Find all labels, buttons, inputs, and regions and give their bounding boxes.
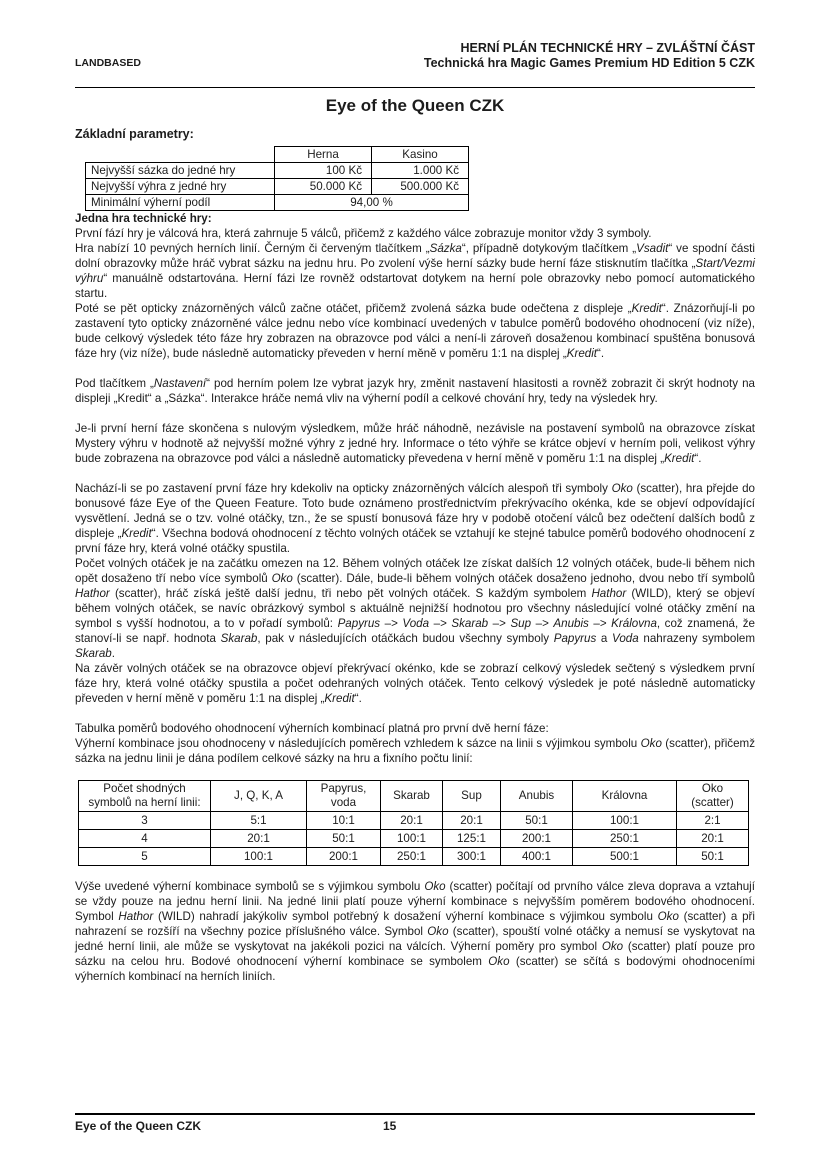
- text-run: , pak v následujících otáčkách budou všechny symboly: [257, 632, 554, 645]
- table-cell: 500:1: [573, 848, 677, 866]
- table-cell: 200:1: [307, 848, 381, 866]
- table-cell: 20:1: [211, 830, 307, 848]
- text-run: Na závěr volných otáček se na obrazovce objeví překrývací okénko, kde se zobrazí celkový výsledek sečtený s výsledkem první fáze hry, která volné otáčky spustila a počet odehraných volných otáček. Tento celkový výsledek je poté následně automaticky převeden v herní měně v poměru 1:1 na displej „: [75, 662, 755, 705]
- italic-term: Oko: [427, 925, 449, 938]
- payout-col-header: Papyrus, voda: [307, 781, 381, 812]
- text-run: První fází hry je válcová hra, která zahrnuje 5 válců, přičemž z každého válce zobrazuje monitor vždy 3 symboly.: [75, 227, 652, 240]
- italic-term: Hathor: [591, 587, 627, 600]
- param-label: Nejvyšší sázka do jedné hry: [86, 163, 275, 179]
- text-run: –>: [380, 617, 403, 630]
- italic-term: Kredit: [631, 302, 662, 315]
- payout-col-header: Oko (scatter): [677, 781, 749, 812]
- header-divider: [75, 87, 755, 88]
- text-run: –>: [588, 617, 612, 630]
- text-run: (scatter) platí pouze pro sázku na celou hru. Bodové ohodnocení výherní kombinace se symbolem: [75, 940, 755, 968]
- text-run: “.: [354, 692, 362, 705]
- table-row: [79, 812, 749, 830]
- table-cell: 100:1: [573, 812, 677, 830]
- payout-col-header: J, Q, K, A: [211, 781, 307, 812]
- header-title-line2: Technická hra Magic Games Premium HD Edition 5 CZK: [423, 56, 755, 70]
- text-run: Pod tlačítkem „: [75, 377, 154, 390]
- paragraph: [75, 241, 755, 301]
- text-run: (scatter), spouští volné otáčky a nemusí se vyskytovat na jedné herní linii, ale může se vyskytovat na jakékoli pozici na válcích. Výherní poměry pro symbol: [75, 925, 755, 953]
- payout-col-header: Anubis: [501, 781, 573, 812]
- paragraph-gap: [75, 406, 755, 421]
- text-run: “ pod herním polem lze vybrat jazyk hry, změnit nastavení hlasitosti a rovněž zobrazit či skrýt hodnoty na displeji „Kredit“ a „Sázka“. Interakce hráče nemá vliv na výherní podíl a celkové chování hry, tedy na výsledek hry.: [75, 377, 755, 405]
- text-run: “, případně dotykovým tlačítkem „: [461, 242, 637, 255]
- text-run: (scatter) se sčítá s bodovými ohodnoceními výherních kombinací na herních liniích.: [75, 955, 756, 983]
- paragraph: [75, 879, 755, 984]
- text-run: –>: [429, 617, 452, 630]
- text-run: (scatter), hráč získá ještě další jednu, tři nebo pět volných otáček. S každým symbolem: [109, 587, 592, 600]
- paragraph: [75, 556, 755, 661]
- table-row: [79, 848, 749, 866]
- italic-term: Sázka: [429, 242, 462, 255]
- italic-term: Kredit: [664, 452, 695, 465]
- text-run: Výherní kombinace jsou ohodnoceny v následujících poměrech vzhledem k sázce na linii s výjimkou symbolu: [75, 737, 641, 750]
- text-run: , což znamená, že stanoví-li se např. hodnota: [75, 617, 755, 645]
- paragraph: [75, 421, 755, 466]
- italic-term: Start/Vezmi výhru: [75, 257, 755, 285]
- italic-term: Voda: [612, 632, 639, 645]
- table-cell: 10:1: [307, 812, 381, 830]
- table-cell: 100:1: [211, 848, 307, 866]
- payout-table-body: [79, 812, 749, 866]
- text-run: Poté se pět opticky znázorněných válců začne otáčet, přičemž zvolená sázka bude odečtena z displeje „: [75, 302, 632, 315]
- footer-doc-title: Eye of the Queen CZK: [75, 1119, 202, 1133]
- italic-term: Hathor: [118, 910, 154, 923]
- italic-term: Kredit: [324, 692, 355, 705]
- text-run: Jedna hra technické hry:: [75, 212, 212, 225]
- text-run: (scatter) počítají od prvního válce zleva doprava a vztahují se vždy pouze na jednu herní linii. Na jedné linii platí pouze výherní kombinace s nejvyšším poměrem bodového ohodnocení. Symbol: [75, 880, 755, 923]
- table-cell: 5:1: [211, 812, 307, 830]
- header-left-label: LANDBASED: [75, 57, 141, 69]
- text-run: “ ve spodní části dolní obrazovky může hráč vybrat sázku na jednu hru. Po zvolení výše herní sázky bude herní fáze stisknutím tlačítka „: [75, 242, 755, 270]
- page-title: Eye of the Queen CZK: [325, 96, 505, 115]
- basic-parameters-heading: Základní parametry:: [75, 127, 194, 141]
- italic-term: Kredit: [566, 347, 598, 360]
- param-value-kasino: 500.000 Kč: [372, 179, 469, 195]
- text-run: “.: [694, 452, 702, 465]
- table-row: [86, 179, 469, 195]
- text-run: “ manuálně odstartována. Herní fázi lze rovněž odstartovat dotykem na herní pole obrazovky nebo pomocí automatického startu.: [75, 272, 755, 300]
- italic-term: Papyrus: [553, 632, 597, 645]
- text-run: Počet volných otáček je na začátku omezen na 12. Během volných otáček lze získat dalších 12 volných otáček, bude-li během nich opět dosaženo tří nebo více symbolů: [75, 557, 755, 585]
- text-run: Nachází-li se po zastavení první fáze hry kdekoliv na opticky znázorněných válcích alespoň tři symboly: [75, 482, 612, 495]
- footer-page-number: 15: [383, 1119, 397, 1133]
- italic-term: Oko: [657, 910, 679, 923]
- table-row: [79, 830, 749, 848]
- body-text-blocks-after-table: [75, 879, 755, 984]
- italic-term: Hathor: [75, 587, 110, 600]
- table-row: [86, 147, 469, 163]
- empty-corner-cell: [86, 147, 275, 163]
- header-right-block: [424, 41, 755, 71]
- text-run: (scatter), hra přejde do bonusové fáze Eye of the Queen Feature. Toto bude oznámeno prostřednictvím překrývacího okénka, kde se objeví odpovídající vysvětlení. Jedná se o tzv. volné otáčky, tzn., že se spustí bonusová fáze hry v podobě otočení válců bez odečtení dalších bodů z displeje „: [75, 482, 755, 540]
- section-heading: [75, 211, 755, 226]
- params-col-header-kasino: Kasino: [372, 147, 469, 163]
- table-cell: 400:1: [501, 848, 573, 866]
- table-cell: 2:1: [677, 812, 749, 830]
- header-title-line1: HERNÍ PLÁN TECHNICKÉ HRY – ZVLÁŠTNÍ ČÁST: [460, 41, 755, 55]
- text-run: Je-li první herní fáze skončena s nulovým výsledkem, může hráč náhodně, nezávisle na postavení symbolů na obrazovce získat Mystery výhru v hodnotě až nejvyšší možné výhry z jedné hry. Informace o této výhře se krátce objeví v herním poli, velikost výhry bude zobrazena na obrazovce pod válci a následně automaticky převedena v herní měně v poměru 1:1 na displej „: [75, 422, 755, 465]
- italic-term: Oko: [271, 572, 293, 585]
- paragraph-gap: [75, 706, 755, 721]
- italic-term: Oko: [488, 955, 510, 968]
- table-cell: 50:1: [677, 848, 749, 866]
- text-run: (scatter). Dále, bude-li během volných otáček dosaženo jednoho, dvou nebo tří symbolů: [292, 572, 755, 585]
- text-run: “.: [597, 347, 605, 360]
- paragraph: [75, 721, 755, 736]
- page-header: [75, 41, 755, 71]
- paragraph-gap: [75, 466, 755, 481]
- table-cell: 50:1: [307, 830, 381, 848]
- text-run: “. Všechna bodová ohodnocení z těchto volných otáček se vztahují ke stejné tabulce poměrů bodového ohodnocení z první fáze hry, která volné otáčky spustila.: [75, 527, 755, 555]
- table-cell: 4: [79, 830, 211, 848]
- text-run: (WILD) nahradí jakýkoliv symbol potřebný k dosažení výherní kombinace s výjimkou symbolu: [153, 910, 658, 923]
- text-run: a: [596, 632, 613, 645]
- paragraph: [75, 301, 755, 361]
- text-run: nahrazeny symbolem: [638, 632, 755, 645]
- italic-term: Kredit: [121, 527, 152, 540]
- param-label: Minimální výherní podíl: [86, 195, 275, 211]
- table-cell: 300:1: [443, 848, 501, 866]
- table-cell: 20:1: [381, 812, 443, 830]
- table-cell: 5: [79, 848, 211, 866]
- paragraph: [75, 736, 755, 766]
- document-body: [75, 211, 755, 984]
- paragraph: [75, 661, 755, 706]
- italic-term: Oko: [611, 482, 633, 495]
- payout-ratio-table: [78, 780, 749, 866]
- param-label: Nejvyšší výhra z jedné hry: [86, 179, 275, 195]
- paragraph: [75, 376, 755, 406]
- payout-col-header: Skarab: [381, 781, 443, 812]
- basic-parameters-table: [85, 146, 469, 211]
- paragraph: [75, 226, 755, 241]
- table-cell: 20:1: [677, 830, 749, 848]
- italic-term: Oko: [640, 737, 662, 750]
- table-cell: 3: [79, 812, 211, 830]
- italic-term: Královna: [611, 617, 657, 630]
- text-run: –>: [531, 617, 554, 630]
- payout-col-header: Sup: [443, 781, 501, 812]
- italic-term: Vsadit: [636, 242, 669, 255]
- body-text-blocks: [75, 211, 755, 766]
- italic-term: Sup: [510, 617, 532, 630]
- param-value-herna: 50.000 Kč: [275, 179, 372, 195]
- payout-col-header: Počet shodných symbolů na herní linii:: [79, 781, 211, 812]
- italic-term: Oko: [601, 940, 624, 953]
- italic-term: Skarab: [451, 617, 489, 630]
- text-run: .: [111, 647, 115, 660]
- text-run: Výše uvedené výherní kombinace symbolů se s výjimkou symbolu: [75, 880, 425, 893]
- text-run: “. Znázorňují-li po zastavení tyto opticky znázorněné válce jednu nebo více kombinací uvedených v tabulce poměrů bodového ohodnocení (viz níže), bude celkový výsledek této fáze hry zobrazen na obrazovce pod válci a není-li zároveň dosaženou kombinací spuštěna bonusová fáze hry (viz níže), bude následně automaticky převeden v herní měně v poměru 1:1 na displej „: [75, 302, 755, 360]
- param-value-merged: 94,00 %: [275, 195, 469, 211]
- table-cell: 100:1: [381, 830, 443, 848]
- table-row: [86, 195, 469, 211]
- params-col-header-herna: Herna: [275, 147, 372, 163]
- text-run: Tabulka poměrů bodového ohodnocení výherních kombinací platná pro první dvě herní fáze:: [75, 722, 549, 735]
- text-run: –>: [488, 617, 511, 630]
- italic-term: Skarab: [75, 647, 112, 660]
- text-run: (scatter) a při nahrazení se rozšíří na všechny pozice příslušného válce. Symbol: [75, 910, 755, 938]
- footer-divider: [75, 1113, 755, 1115]
- text-run: Hra nabízí 10 pevných herních linií. Černým či červeným tlačítkem „: [75, 242, 430, 255]
- payout-col-header: Královna: [573, 781, 677, 812]
- paragraph: [75, 481, 755, 556]
- table-cell: 50:1: [501, 812, 573, 830]
- table-header-row: [79, 781, 749, 812]
- param-value-herna: 100 Kč: [275, 163, 372, 179]
- italic-term: Nastavení: [153, 377, 207, 390]
- table-cell: 250:1: [573, 830, 677, 848]
- table-cell: 125:1: [443, 830, 501, 848]
- text-run: (scatter), přičemž sázka na jednu linii je dána podílem celkové sázky na hru a fixního počtu linií:: [75, 737, 755, 765]
- table-cell: 250:1: [381, 848, 443, 866]
- italic-term: Oko: [424, 880, 446, 893]
- table-row: [86, 163, 469, 179]
- italic-term: Voda: [402, 617, 430, 630]
- italic-term: Anubis: [553, 617, 589, 630]
- paragraph-gap: [75, 361, 755, 376]
- page-footer: [75, 1119, 755, 1134]
- table-cell: 20:1: [443, 812, 501, 830]
- param-value-kasino: 1.000 Kč: [372, 163, 469, 179]
- italic-term: Skarab: [220, 632, 258, 645]
- table-cell: 200:1: [501, 830, 573, 848]
- text-run: (WILD), který se objeví během volných otáček, se navíc obrázkový symbol s aktuálně nejnižší hodnotou pro všechny následující volné otáčky změní na symbol s vyšší hodnotou, a to v pořadí symbolů:: [75, 587, 755, 630]
- italic-term: Papyrus: [337, 617, 381, 630]
